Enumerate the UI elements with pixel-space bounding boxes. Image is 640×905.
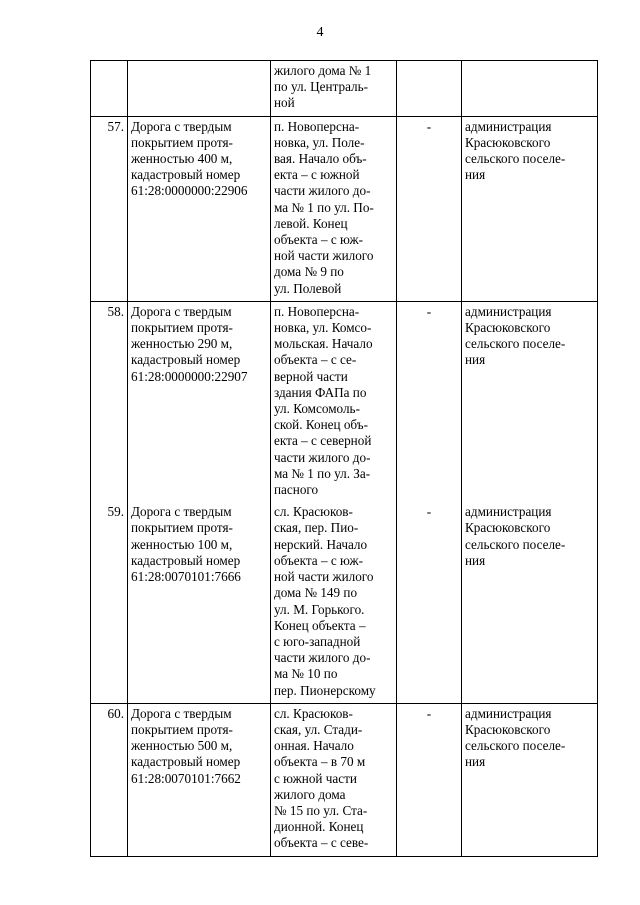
object-name-line: 61:28:0070101:7666 [131,569,241,585]
location-line: сл. Красюков- [274,504,353,520]
object-name-line: кадастровый номер [131,352,241,368]
owner-line: ния [465,552,486,568]
object-name-line: покрытием протя- [131,134,233,150]
location-line: сл. Красюков- [274,705,353,721]
owner-cell [462,61,598,117]
location-line: объекта – с юж- [274,232,364,248]
table-row [91,116,598,301]
object-name-line: кадастровый номер [131,167,241,183]
row-number: 59. [107,504,124,520]
row-number: 60. [107,705,124,721]
location-cell [271,703,397,856]
location-line: ул. Полевой [274,280,342,296]
location-line: левой. Конец [274,215,348,231]
location-line: по ул. Централь- [274,79,369,95]
location-line: верной части [274,368,348,384]
mark-cell [397,116,462,301]
row-number-cell [91,61,128,117]
location-line: № 15 по ул. Ста- [274,802,368,818]
object-name-line: Дорога с твердым [131,303,232,319]
location-line: п. Новоперсна- [274,118,360,134]
owner-line: ния [465,167,486,183]
location-line: ул. М. Горького. [274,601,365,617]
mark-cell [397,703,462,856]
location-line: ной [274,95,295,111]
object-name-line: 61:28:0070101:7662 [131,770,241,786]
location-line: дома № 9 по [274,264,344,280]
object-name-line: 61:28:0000000:22907 [131,368,248,384]
owner-line: Красюковского [465,721,551,737]
location-line: новка, ул. Комсо- [274,320,372,336]
owner-line: сельского поселе- [465,151,566,167]
object-name-cell [128,502,271,703]
owner-line: администрация [465,303,552,319]
location-line: ма № 1 по ул. За- [274,465,371,481]
location-line: мольская. Начало [274,336,373,352]
object-name-line: покрытием протя- [131,721,233,737]
object-name-line: женностью 290 м, [131,336,233,352]
mark-cell [397,502,462,703]
row-number-cell [91,703,128,856]
table-row [91,61,598,117]
location-line: онная. Начало [274,738,354,754]
location-line: нерский. Начало [274,536,368,552]
location-line: жилого дома [274,786,346,802]
location-cell [271,301,397,502]
location-line: ской. Конец объ- [274,417,369,433]
object-name-cell [128,703,271,856]
owner-line: ния [465,754,486,770]
location-cell [271,502,397,703]
table-row [91,301,598,502]
location-line: части жилого до- [274,449,371,465]
location-cell [271,61,397,117]
location-line: части жилого до- [274,650,371,666]
location-line: екта – с южной [274,167,360,183]
location-line: п. Новоперсна- [274,303,360,319]
page-number: 4 [316,25,324,40]
table-row [91,703,598,856]
owner-cell [462,301,598,502]
location-line: с юго-западной [274,633,361,649]
location-cell [271,116,397,301]
owner-cell [462,502,598,703]
owner-cell [462,703,598,856]
owner-line: Красюковского [465,520,551,536]
location-line: ма № 1 по ул. По- [274,199,374,215]
object-name-line: женностью 100 м, [131,536,233,552]
object-name-cell [128,116,271,301]
owner-line: администрация [465,504,552,520]
mark-value: - [426,504,432,520]
location-line: ул. Комсомоль- [274,401,360,417]
location-line: части жилого до- [274,183,371,199]
owner-line: сельского поселе- [465,738,566,754]
location-line: ной части жилого [274,569,374,585]
object-name-cell [128,301,271,502]
owner-line: Красюковского [465,320,551,336]
row-number: 58. [107,303,124,319]
object-name-line: кадастровый номер [131,552,241,568]
mark-value: - [426,118,432,134]
mark-value: - [426,303,432,319]
location-line: ская, пер. Пио- [274,520,359,536]
location-line: новка, ул. Поле- [274,134,365,150]
location-line: пасного [274,482,319,498]
owner-line: администрация [465,705,552,721]
location-line: ская, ул. Стади- [274,721,363,737]
owner-cell [462,116,598,301]
row-number-cell [91,116,128,301]
owner-line: администрация [465,118,552,134]
object-name-line: 61:28:0000000:22906 [131,183,248,199]
location-line: объекта – с се- [274,352,357,368]
mark-value: - [426,705,432,721]
owner-line: ния [465,352,486,368]
location-line: вая. Начало объ- [274,151,367,167]
object-name-line: женностью 500 м, [131,738,233,754]
object-name-line: Дорога с твердым [131,504,232,520]
location-line: с южной части [274,770,357,786]
location-line: объекта – с севе- [274,835,369,851]
roads-registry-table [90,60,598,857]
location-line: ма № 10 по [274,666,338,682]
location-line: дионной. Конец [274,819,364,835]
row-number-cell [91,502,128,703]
object-name-line: покрытием протя- [131,520,233,536]
mark-cell [397,61,462,117]
owner-line: сельского поселе- [465,536,566,552]
location-line: объекта – в 70 м [274,754,366,770]
location-line: дома № 149 по [274,585,358,601]
owner-line: сельского поселе- [465,336,566,352]
mark-cell [397,301,462,502]
location-line: Конец объекта – [274,617,366,633]
object-name-line: женностью 400 м, [131,151,233,167]
object-name-line: Дорога с твердым [131,118,232,134]
location-line: пер. Пионерскому [274,682,376,698]
location-line: екта – с северной [274,433,372,449]
owner-line: Красюковского [465,134,551,150]
location-line: объекта – с юж- [274,552,364,568]
object-name-cell [128,61,271,117]
table-body [91,61,598,857]
table-row [91,502,598,703]
row-number-cell [91,301,128,502]
object-name-line: покрытием протя- [131,320,233,336]
object-name-line: кадастровый номер [131,754,241,770]
location-line: ной части жилого [274,248,374,264]
location-line: жилого дома № 1 [274,63,372,78]
row-number: 57. [107,118,124,134]
object-name-line: Дорога с твердым [131,705,232,721]
location-line: здания ФАПа по [274,384,367,400]
